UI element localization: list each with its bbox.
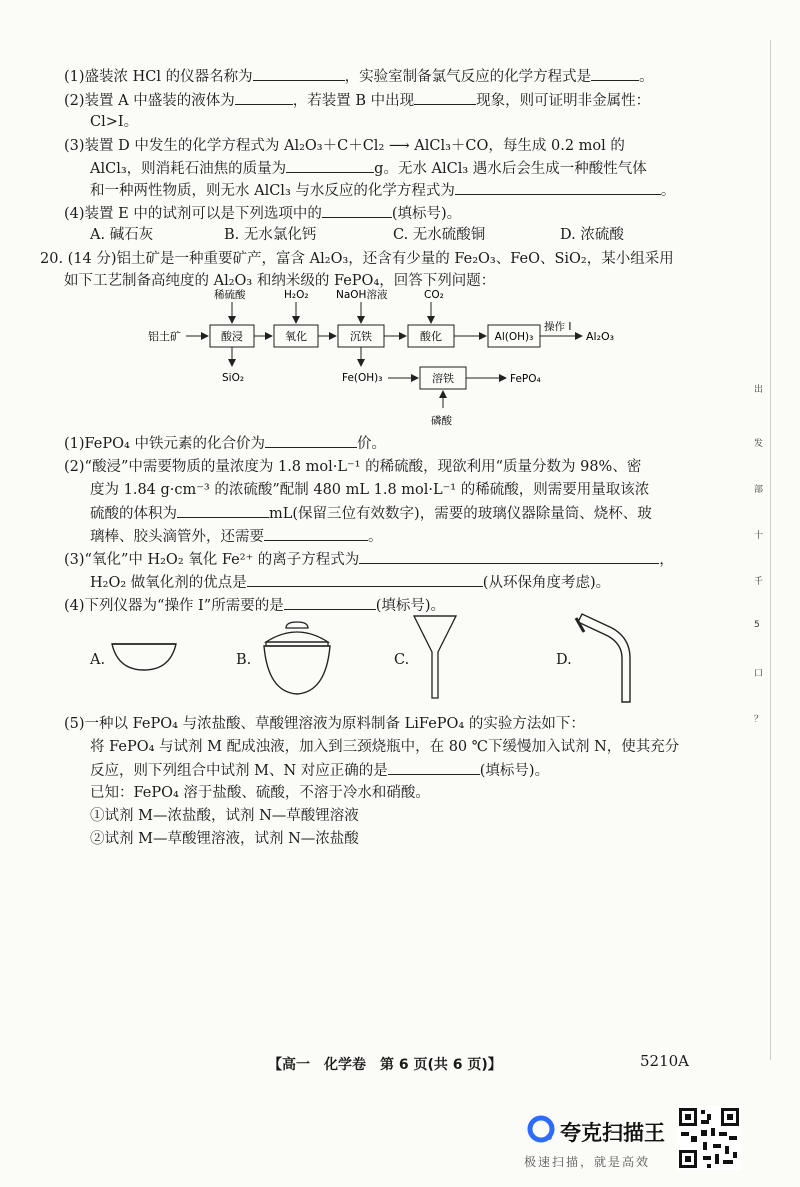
qr-code-icon bbox=[677, 1106, 741, 1170]
q20-part1: (1)FePO₄ 中铁元素的化合价为 价。 bbox=[64, 433, 386, 454]
bent-glass-tube-icon bbox=[570, 610, 642, 706]
q20-part3: (3)“氧化”中 H₂O₂ 氧化 Fe²⁺ 的离子方程式为 ， bbox=[64, 549, 674, 570]
q20-part5-line2: 将 FePO₄ 与试剂 M 配成浊液，加入到三颈烧瓶中，在 80 ℃下缓慢加入试剂 N，使其充分 bbox=[90, 739, 680, 755]
flow-step-dissolve: 溶铁 bbox=[432, 372, 454, 385]
paper-code: 5210A bbox=[640, 1052, 690, 1070]
q19-option-b: B. 无水氯化钙 bbox=[224, 227, 317, 243]
flow-fepo4-label: FePO₄ bbox=[510, 373, 541, 385]
flow-byproduct-sio2: SiO₂ bbox=[222, 372, 245, 384]
q20-part5-known: 已知：FePO₄ 溶于盐酸、硫酸，不溶于冷水和硝酸。 bbox=[90, 785, 430, 801]
crucible-with-lid-icon bbox=[256, 618, 338, 698]
flow-reagent-2: H₂O₂ bbox=[284, 289, 309, 301]
q19-part3-line2: AlCl₃，则消耗石油焦的质量为 g。无水 AlCl₃ 遇水后会生成一种酸性气体 bbox=[90, 158, 647, 179]
binding-margin-line bbox=[770, 40, 771, 1060]
flow-step-iron-precip: 沉铁 bbox=[350, 330, 372, 343]
q20-part2-line4: 璃棒、胶头滴管外，还需要 。 bbox=[90, 526, 383, 547]
flow-reagent-3: NaOH溶液 bbox=[336, 289, 388, 301]
q19-part3-line3: 和一种两性物质，则无水 AlCl₃ 与水反应的化学方程式为 。 bbox=[90, 180, 675, 201]
flow-step-acidify: 酸化 bbox=[420, 330, 442, 343]
scanner-logo-icon bbox=[527, 1115, 555, 1143]
q19-part1: (1)盛装浓 HCl 的仪器名称为 ，实验室制备氯气反应的化学方程式是 。 bbox=[64, 66, 654, 87]
flow-step-aloh3: Al(OH)₃ bbox=[494, 331, 534, 343]
flow-step-acid-leach: 酸浸 bbox=[221, 330, 243, 343]
q20-part4: (4)下列仪器为“操作 I”所需要的是 (填标号)。 bbox=[64, 595, 445, 616]
flow-source-label: 铝土矿 bbox=[148, 330, 181, 343]
q19-option-a: A. 碱石灰 bbox=[90, 227, 154, 243]
q20-intro: 20. (14 分)铝土矿是一种重要矿产，富含 Al₂O₃，还含有少量的 Fe₂O₃、FeO、SiO₂，某小组采用 bbox=[40, 251, 674, 267]
q19-option-d: D. 浓硫酸 bbox=[560, 227, 624, 243]
q20-intro-line2: 如下工艺制备高纯度的 Al₂O₃ 和纳米级的 FePO₄，回答下列问题： bbox=[64, 273, 496, 289]
apparatus-b-label: B. bbox=[236, 652, 252, 668]
q20-part2-line3: 硫酸的体积为 mL(保留三位有效数字)，需要的玻璃仪器除量筒、烧杯、玻 bbox=[90, 503, 652, 524]
edge-mark-8: ？ bbox=[754, 715, 764, 725]
apparatus-d-label: D. bbox=[556, 652, 572, 668]
q20-part5-line3: 反应，则下列组合中试剂 M、N 对应正确的是 (填标号)。 bbox=[90, 760, 549, 781]
watermark-subtitle: 极速扫描，就是高效 bbox=[524, 1155, 651, 1169]
q20-part5-choice-2: ②试剂 M—草酸锂溶液，试剂 N—浓盐酸 bbox=[90, 831, 359, 847]
edge-mark-5: 千 bbox=[754, 577, 764, 587]
flow-phosphoric-acid: 磷酸 bbox=[431, 415, 452, 427]
edge-mark-4: 十 bbox=[754, 531, 764, 541]
edge-mark-3: 部 bbox=[754, 485, 764, 495]
edge-mark-6: 5 bbox=[754, 620, 760, 630]
funnel-icon bbox=[410, 612, 460, 702]
q19-part3: (3)装置 D 中发生的化学方程式为 Al₂O₃＋C＋Cl₂ ⟶ AlCl₃＋CO，每生成 0.2 mol 的 bbox=[64, 138, 625, 154]
flow-product-label: Al₂O₃ bbox=[586, 330, 615, 343]
edge-mark-7: 口 bbox=[754, 669, 764, 679]
q20-part2: (2)“酸浸”中需要物质的量浓度为 1.8 mol·L⁻¹ 的稀硫酸，现欲利用“质量分数为 98%、密 bbox=[64, 459, 642, 475]
q20-part5: (5)一种以 FePO₄ 与浓盐酸、草酸锂溶液为原料制备 LiFePO₄ 的实验方法如下： bbox=[64, 716, 585, 732]
flow-reagent-1: 稀硫酸 bbox=[214, 289, 246, 301]
apparatus-c-label: C. bbox=[394, 652, 410, 668]
edge-mark-2: 发 bbox=[754, 439, 764, 449]
q20-part2-line2: 度为 1.84 g·cm⁻³ 的浓硫酸”配制 480 mL 1.8 mol·L⁻¹ 的稀硫酸，则需要用量取该浓 bbox=[90, 482, 650, 498]
q19-part2-cont: Cl>I。 bbox=[90, 114, 139, 130]
flow-feoh3-label: Fe(OH)₃ bbox=[342, 372, 383, 384]
q19-part2: (2)装置 A 中盛装的液体为 ，若装置 B 中出现 现象，则可证明非金属性： bbox=[64, 90, 650, 111]
evaporating-dish-icon bbox=[110, 638, 180, 674]
watermark-title: 夸克扫描王 bbox=[560, 1121, 665, 1145]
q20-part5-choice-1: ①试剂 M—浓盐酸，试剂 N—草酸锂溶液 bbox=[90, 808, 359, 824]
page-footer: 【高一 化学卷 第 6 页(共 6 页)】 bbox=[268, 1057, 502, 1073]
q19-option-c: C. 无水硫酸铜 bbox=[393, 227, 486, 243]
q19-part4: (4)装置 E 中的试剂可以是下列选项中的 (填标号)。 bbox=[64, 203, 461, 224]
flow-step-oxidation: 氧化 bbox=[285, 330, 307, 343]
edge-mark-1: 出 bbox=[754, 385, 764, 395]
q20-part3-line2: H₂O₂ 做氧化剂的优点是 (从环保角度考虑)。 bbox=[90, 572, 610, 593]
flow-operation-label: 操作 I bbox=[544, 321, 572, 333]
apparatus-a-label: A. bbox=[90, 652, 106, 668]
process-flow-diagram bbox=[0, 280, 800, 430]
flow-reagent-4: CO₂ bbox=[424, 289, 444, 301]
